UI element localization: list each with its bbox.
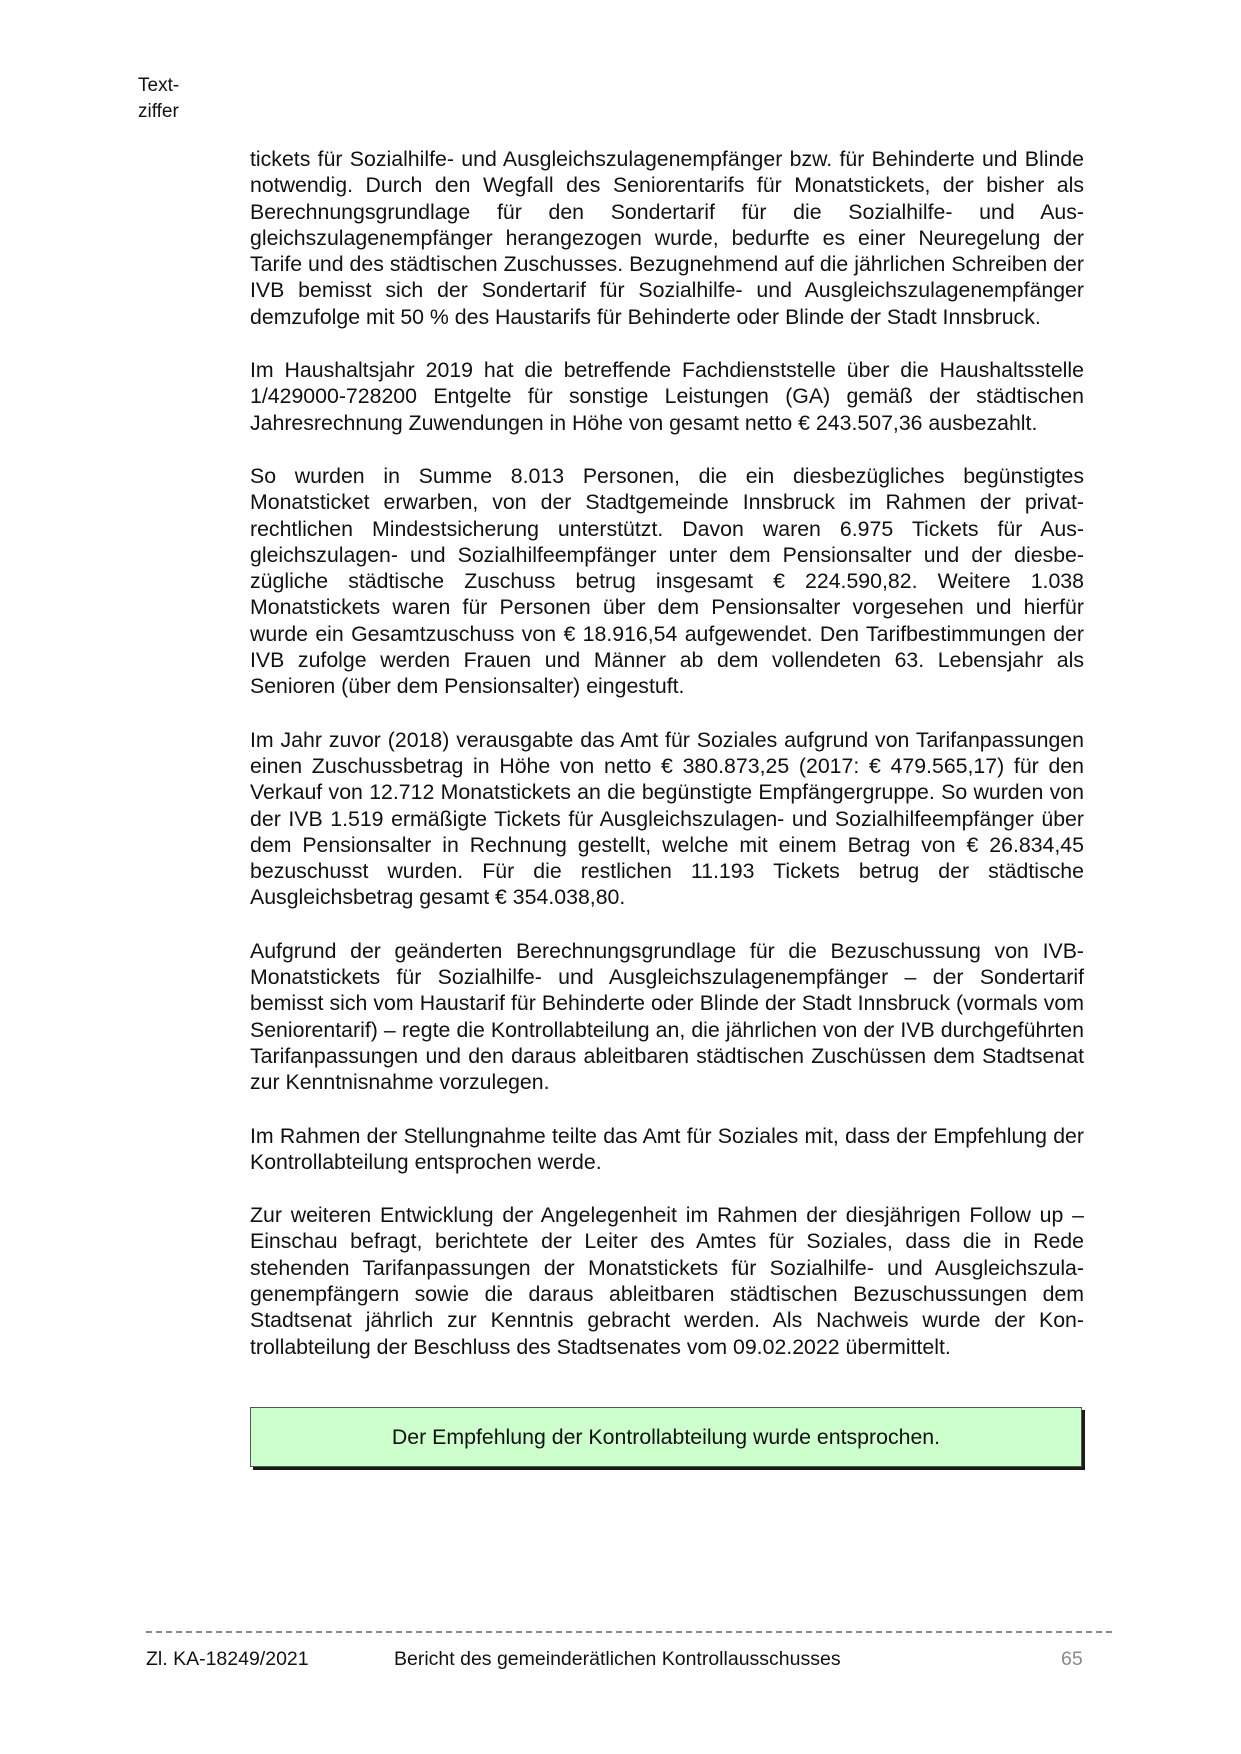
paragraph-ticket-counts: So wurden in Summe 8.013 Personen, die ein diesbezügliches begünstigtes Monatsticket erwarben, von der Stadtgemeinde Innsbruck im Rahmen der privatrechtlichen Mindestsicherung unterstützt. Davon waren 6.975 Tickets für Ausgleichszulagen- und Sozialhilfeempfänger unter dem Pensionsalter und der diesbezügliche städtische Zuschuss betrug insgesamt € 224.590,82. Weitere 1.038 Monatstickets waren für Personen über dem Pensionsalter vorgesehen und hierfür wurde ein Gesamtzuschuss von € 18.916,54 aufgewendet. Den Tarifbestimmungen der IVB zufolge werden Frauen und Männer ab dem vollendeten 63. Lebensjahr als Senioren (über dem Pensionsalter) eingestuft. <box>250 463 1084 699</box>
footer-reference: Zl. KA-18249/2021 <box>146 1648 309 1670</box>
paragraph-budget-2019: Im Haushaltsjahr 2019 hat die betreffende Fachdienststelle über die Haushaltsstelle 1/429000-728200 Entgelte für sonstige Leistungen (GA) gemäß der städtischen Jahresrechnung Zuwendungen in Höhe von gesamt netto € 243.507,36 ausbezahlt. <box>250 358 1084 435</box>
paragraph-prior-year-2018: Im Jahr zuvor (2018) verausgabte das Amt für Soziales aufgrund von Tarifanpassungen einen Zuschussbetrag in Höhe von netto € 380.873,25 (2017: € 479.565,17) für den Verkauf von 12.712 Monatstickets an die begünstigte Empfängergruppe. So wurden von der IVB 1.519 ermäßigte Tickets für Ausgleichszulagen- und Sozialhilfeempfänger über dem Pensionsalter in Rechnung gestellt, welche mit einem Betrag von € 26.834,45 bezuschusst wurden. Für die restlichen 11.193 Tickets betrug der städtische Ausgleichsbetrag gesamt € 354.038,80. <box>250 727 1084 910</box>
paragraph-statement: Im Rahmen der Stellungnahme teilte das Amt für Soziales mit, dass der Empfehlung der Kontrollabteilung entsprochen werde. <box>250 1123 1084 1174</box>
paragraph-recommendation: Aufgrund der geänderten Berechnungsgrundlage für die Bezuschussung von IVB-Monatstickets für Sozialhilfe- und Ausgleichszulagenempfänger – der Sondertarif bemisst sich vom Haustarif für Behinderte oder Blinde der Stadt Innsbruck (vormals vom Seniorentarif) – regte die Kontrollabteilung an, die jährlichen von der IVB durchgeführten Tarifanpassungen und den daraus ableitbaren städtischen Zuschüssen dem Stadtsenat zur Kenntnisnahme vorzulegen. <box>250 938 1084 1095</box>
margin-label-textziffer <box>138 73 179 125</box>
footer-divider <box>146 1631 1112 1633</box>
paragraph-tariff-background: tickets für Sozialhilfe- und Ausgleichszulagenempfänger bzw. für Behinderte und Blinde notwendig. Durch den Wegfall des Seniorentarifs für Monatstickets, der bisher als Berechnungsgrundlage für den Sondertarif für die Sozialhilfe- und Ausgleichszulagenempfänger herangezogen wurde, bedurfte es einer Neuregelung der Tarife und des städtischen Zuschusses. Bezugnehmend auf die jährlichen Schreiben der IVB bemisst sich der Sondertarif für Sozialhilfe- und Ausgleichszulagenempfänger demzufolge mit 50 % des Haustarifs für Behinderte oder Blinde der Stadt Innsbruck. <box>250 147 1084 329</box>
footer-page-number: 65 <box>1061 1648 1083 1670</box>
margin-label-line2: ziffer <box>138 101 179 122</box>
body-text <box>250 146 1084 1387</box>
footer-report-title: Bericht des gemeinderätlichen Kontrollausschusses <box>394 1648 841 1670</box>
recommendation-result-box <box>250 1407 1082 1467</box>
margin-label-line1: Text- <box>138 75 180 96</box>
paragraph-follow-up: Zur weiteren Entwicklung der Angelegenheit im Rahmen der diesjährigen Follow up – Einschau befragt, berichtete der Leiter des Amtes für Soziales, dass die in Rede stehenden Tarifanpassungen der Monatstickets für Sozialhilfe- und Ausgleichszulagenempfängern sowie die daraus ableitbaren städtischen Bezuschussungen dem Stadtsenat jährlich zur Kenntnis gebracht werden. Als Nachweis wurde der Kontrollabteilung der Beschluss des Stadtsenates vom 09.02.2022 übermittelt. <box>250 1203 1084 1359</box>
recommendation-result-text: Der Empfehlung der Kontrollabteilung wurde entsprochen. <box>391 1424 941 1449</box>
